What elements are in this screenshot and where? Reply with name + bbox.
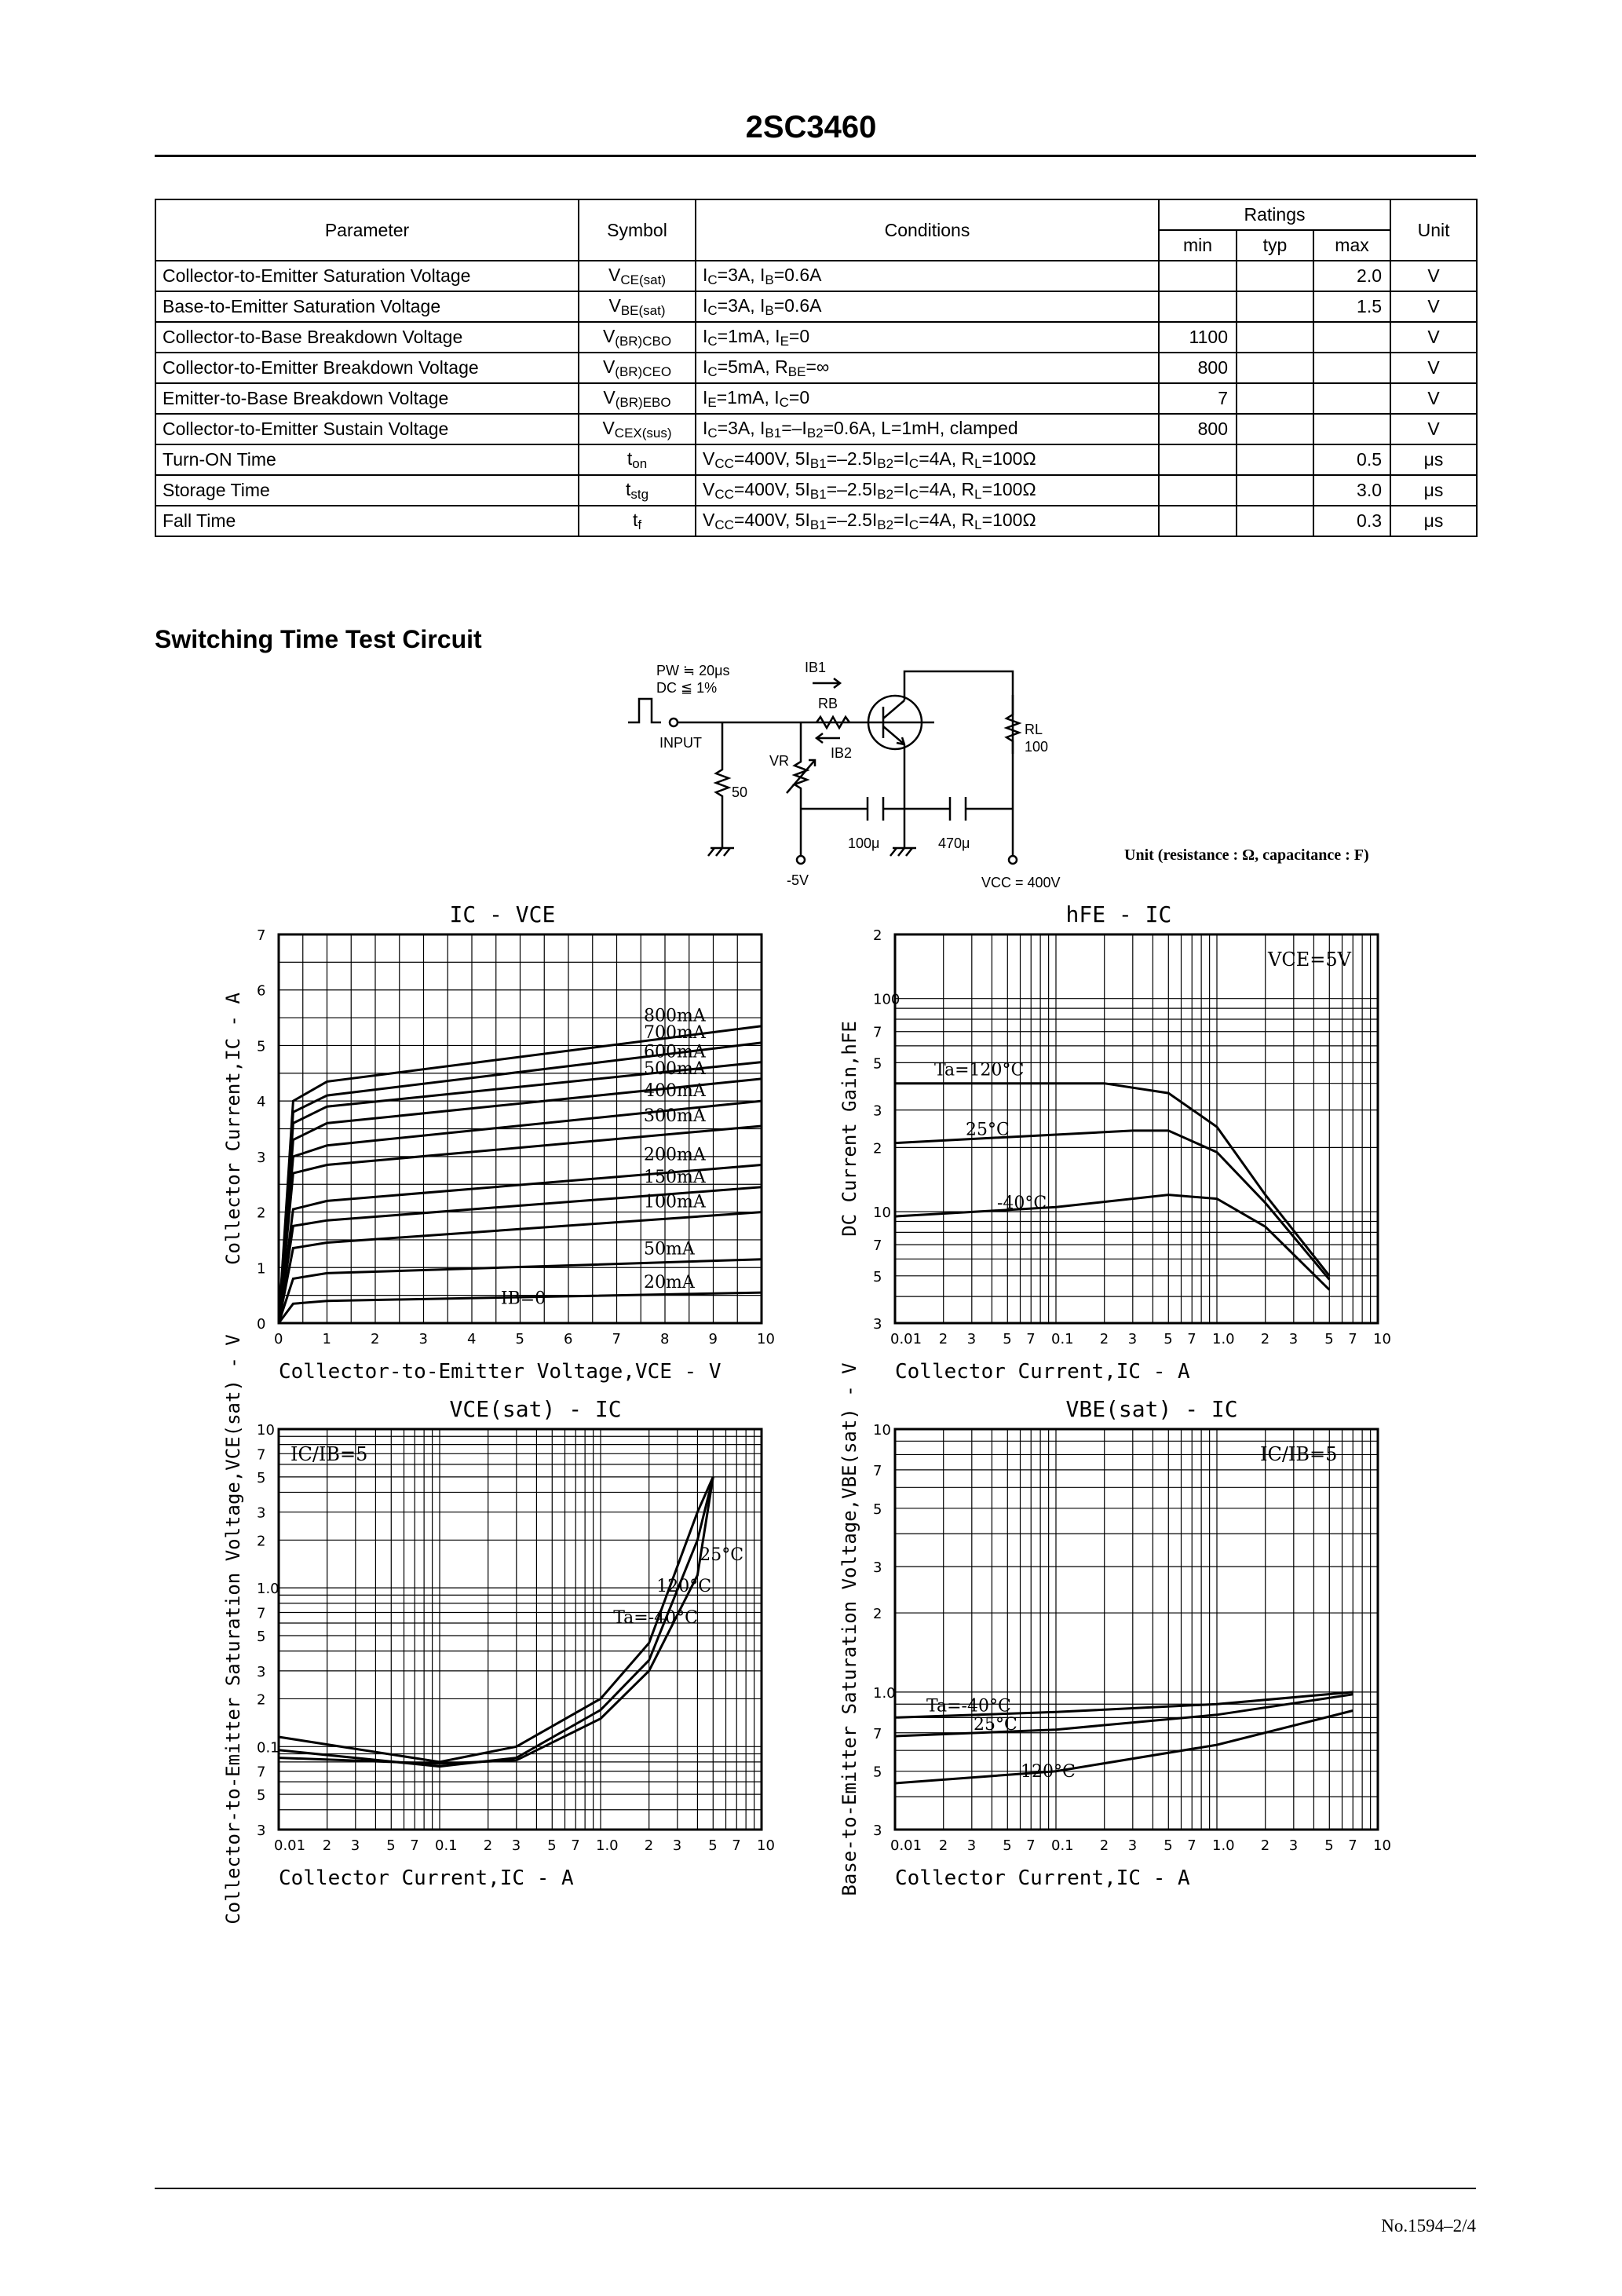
x-tick-label: 7 <box>1348 1331 1357 1347</box>
condition-subscript: CC <box>714 486 734 502</box>
x-tick-label: 7 <box>1026 1837 1036 1854</box>
condition-text: =1mA, I <box>717 325 780 346</box>
condition-text: =400V, 5I <box>733 448 810 469</box>
condition-subscript: B2 <box>877 486 894 502</box>
y-tick-label: 3 <box>873 1823 882 1839</box>
plot-frame <box>895 1429 1378 1830</box>
series-label: 300mA <box>644 1106 706 1126</box>
y-tick-label: 5 <box>873 1501 882 1518</box>
series-label: Ta=120°C <box>934 1060 1025 1080</box>
y-axis-label: Collector Current,IC - A <box>222 993 244 1265</box>
condition-subscript: C <box>707 302 718 318</box>
footer-rule <box>155 2188 1476 2189</box>
y-tick-label: 5 <box>257 1629 266 1646</box>
pw-label: PW ≒ 20μs <box>656 663 730 678</box>
x-tick-label: 0.01 <box>274 1837 306 1854</box>
y-tick-label: 5 <box>873 1055 882 1073</box>
condition-subscript: B1 <box>809 486 827 502</box>
series-label: 120°C <box>656 1576 712 1596</box>
symbol-subscript: CEX(sus) <box>614 425 672 441</box>
y-tick-label: 2 <box>257 1691 266 1709</box>
y-tick-label: 10 <box>873 1205 891 1222</box>
x-tick-label: 3 <box>1127 1331 1138 1347</box>
x-tick-label: 5 <box>1003 1837 1012 1854</box>
series-label: 25°C <box>974 1714 1017 1735</box>
condition-subscript: B2 <box>877 517 894 532</box>
cell-unit: μs <box>1390 506 1477 536</box>
condition-text: =–I <box>781 417 807 438</box>
x-tick-label: 3 <box>966 1331 977 1347</box>
x-tick-label: 7 <box>1187 1837 1196 1854</box>
x-tick-label: 3 <box>1288 1331 1299 1347</box>
condition-subscript: B2 <box>806 425 824 441</box>
y-tick-label: 0.1 <box>257 1739 279 1757</box>
x-tick-label: 2 <box>938 1331 948 1347</box>
symbol-subscript: (BR)CBO <box>615 333 672 349</box>
series-label: 700mA <box>644 1022 706 1043</box>
x-tick-label: 2 <box>322 1837 332 1854</box>
x-tick-label: 2 <box>644 1837 654 1854</box>
x-tick-label: 3 <box>511 1837 521 1854</box>
condition-subscript: E <box>780 333 789 349</box>
symbol-main: V <box>602 356 616 377</box>
condition-text: =0 <box>788 325 810 346</box>
cell-unit: V <box>1390 414 1477 444</box>
x-tick-label: 2 <box>1099 1331 1109 1347</box>
x-tick-label: 7 <box>410 1837 419 1854</box>
rl-label: RL <box>1025 722 1043 737</box>
condition-subscript: L <box>974 486 982 502</box>
vr-label: VR <box>769 753 790 769</box>
condition-text: =0 <box>788 386 810 408</box>
condition-text: =3A, I <box>717 417 765 438</box>
cell-unit: V <box>1390 322 1477 353</box>
cell-parameter: Collector-to-Emitter Sustain Voltage <box>155 414 579 444</box>
cell-max: 3.0 <box>1313 475 1390 506</box>
y-tick-label: 7 <box>257 1764 266 1781</box>
rb-label: RB <box>818 696 838 711</box>
x-tick-label: 2 <box>938 1837 948 1854</box>
condition-text: =I <box>893 509 909 530</box>
x-tick-label: 3 <box>1127 1837 1138 1854</box>
y-tick-label: 2 <box>873 927 882 944</box>
condition-text: =–2.5I <box>826 509 878 530</box>
x-tick-label: 3 <box>418 1331 428 1347</box>
series-label: 25°C <box>966 1120 1010 1140</box>
condition-text: V <box>703 478 715 499</box>
r50-label: 50 <box>732 784 748 800</box>
y-tick-label: 3 <box>257 1149 266 1166</box>
cell-max: 0.5 <box>1313 444 1390 475</box>
x-tick-label: 5 <box>1003 1331 1012 1347</box>
condition-text: V <box>703 448 715 469</box>
series-label: 800mA <box>644 1006 706 1026</box>
x-tick-label: 7 <box>1348 1837 1357 1854</box>
y-tick-label: 6 <box>257 982 266 1000</box>
cell-parameter: Collector-to-Emitter Breakdown Voltage <box>155 353 579 383</box>
condition-subscript: B <box>765 302 774 318</box>
x-tick-label: 10 <box>1373 1837 1391 1854</box>
symbol-main: V <box>602 417 615 438</box>
cell-max: 0.3 <box>1313 506 1390 536</box>
condition-text: I <box>703 325 708 346</box>
condition-subscript: C <box>707 333 718 349</box>
condition-subscript: C <box>707 425 718 441</box>
rl-value: 100 <box>1025 739 1049 755</box>
cell-parameter: Fall Time <box>155 506 579 536</box>
x-tick-label: 7 <box>1026 1331 1036 1347</box>
y-tick-label: 5 <box>873 1764 882 1781</box>
y-tick-label: 7 <box>257 1446 266 1464</box>
series-label: 25°C <box>700 1545 744 1565</box>
condition-text: =400V, 5I <box>733 478 810 499</box>
condition-text: =4A, R <box>919 448 975 469</box>
x-axis-label: Collector Current,IC - A <box>279 1866 574 1890</box>
y-tick-label: 3 <box>873 1102 882 1120</box>
dc-label: DC ≦ 1% <box>656 680 718 696</box>
condition-text: =3A, I <box>717 264 765 285</box>
condition-text: =I <box>893 448 909 469</box>
x-tick-label: 0 <box>274 1331 283 1347</box>
series-label: 400mA <box>644 1081 706 1102</box>
x-tick-label: 2 <box>371 1331 380 1347</box>
condition-subscript: C <box>707 364 718 379</box>
ib1-label: IB1 <box>805 660 827 675</box>
condition-text: I <box>703 386 708 408</box>
symbol-subscript: f <box>637 517 642 532</box>
x-tick-label: 9 <box>708 1331 718 1347</box>
y-tick-label: 7 <box>873 1462 882 1479</box>
cell-unit: μs <box>1390 444 1477 475</box>
condition-subscript: B1 <box>765 425 782 441</box>
y-axis-label: Base-to-Emitter Saturation Voltage,VBE(sat) - V <box>838 1362 860 1896</box>
x-tick-label: 5 <box>1324 1331 1334 1347</box>
symbol-main: t <box>632 509 638 530</box>
x-tick-label: 2 <box>1099 1837 1109 1854</box>
condition-subscript: L <box>974 517 982 532</box>
c2-label: 470μ <box>938 835 970 851</box>
y-tick-label: 3 <box>873 1559 882 1577</box>
x-tick-label: 0.01 <box>890 1837 922 1854</box>
cell-min: 800 <box>1159 414 1237 444</box>
condition-subscript: C <box>908 517 919 532</box>
symbol-subscript: BE(sat) <box>620 302 666 318</box>
x-tick-label: 5 <box>547 1837 557 1854</box>
header-max: max <box>1313 230 1390 261</box>
x-tick-label: 2 <box>1260 1331 1270 1347</box>
condition-text: =0.6A <box>773 264 822 285</box>
x-tick-label: 3 <box>966 1837 977 1854</box>
x-tick-label: 7 <box>732 1837 741 1854</box>
cell-min: 1100 <box>1159 322 1237 353</box>
y-tick-label: 1 <box>257 1260 266 1278</box>
footer-code: No.1594–2/4 <box>1381 2216 1476 2236</box>
cell-parameter: Collector-to-Emitter Saturation Voltage <box>155 261 579 291</box>
series-label: -40°C <box>997 1194 1047 1214</box>
header-symbol: Symbol <box>579 199 696 261</box>
x-tick-label: 7 <box>571 1837 580 1854</box>
x-axis-label: Collector-to-Emitter Voltage,VCE - V <box>279 1360 721 1384</box>
cell-parameter: Collector-to-Base Breakdown Voltage <box>155 322 579 353</box>
x-tick-label: 5 <box>1324 1837 1334 1854</box>
input-label: INPUT <box>659 735 702 751</box>
symbol-main: V <box>608 294 621 316</box>
header-parameter: Parameter <box>155 199 579 261</box>
series-label: 600mA <box>644 1042 706 1062</box>
chart-title: VCE(sat) - IC <box>449 1396 622 1422</box>
x-tick-label: 7 <box>1187 1331 1196 1347</box>
x-tick-label: 7 <box>612 1331 621 1347</box>
ib2-label: IB2 <box>831 745 853 761</box>
condition-subscript: E <box>707 394 717 410</box>
x-axis-label: Collector Current,IC - A <box>895 1360 1190 1384</box>
condition-text: =100Ω <box>981 448 1036 469</box>
x-tick-label: 0.1 <box>435 1837 458 1854</box>
cell-unit: V <box>1390 261 1477 291</box>
x-tick-label: 10 <box>757 1331 775 1347</box>
condition-subscript: B <box>765 272 774 287</box>
condition-subscript: C <box>908 455 919 471</box>
chart-title: VBE(sat) - IC <box>1065 1396 1238 1422</box>
cell-unit: V <box>1390 383 1477 414</box>
chart-condition: VCE=5V <box>1268 949 1351 971</box>
y-tick-label: 10 <box>873 1422 891 1439</box>
condition-text: I <box>703 356 708 377</box>
y-tick-label: 5 <box>873 1268 882 1285</box>
series-label: 150mA <box>644 1167 706 1187</box>
c1-label: 100μ <box>848 835 880 851</box>
x-tick-label: 5 <box>1164 1837 1173 1854</box>
y-tick-label: 1.0 <box>873 1684 896 1702</box>
condition-text: =1mA, I <box>716 386 780 408</box>
series-label: 100mA <box>644 1192 706 1212</box>
condition-text: I <box>703 417 708 438</box>
y-tick-label: 7 <box>873 1024 882 1041</box>
condition-text: =3A, I <box>717 294 765 316</box>
cell-min: 800 <box>1159 353 1237 383</box>
condition-text: =–2.5I <box>826 478 878 499</box>
symbol-main: t <box>625 478 631 499</box>
condition-subscript: L <box>974 455 982 471</box>
condition-text: =4A, R <box>919 509 975 530</box>
x-tick-label: 10 <box>1373 1331 1391 1347</box>
x-tick-label: 0.01 <box>890 1331 922 1347</box>
condition-text: I <box>703 264 708 285</box>
condition-subscript: B2 <box>877 455 894 471</box>
header-unit: Unit <box>1390 199 1477 261</box>
cell-parameter: Turn-ON Time <box>155 444 579 475</box>
chart-title: IC - VCE <box>449 901 556 927</box>
x-axis-label: Collector Current,IC - A <box>895 1866 1190 1890</box>
y-tick-label: 5 <box>257 1038 266 1055</box>
cell-parameter: Storage Time <box>155 475 579 506</box>
condition-subscript: C <box>707 272 718 287</box>
cell-unit: V <box>1390 291 1477 322</box>
header-conditions: Conditions <box>696 199 1159 261</box>
symbol-subscript: stg <box>630 486 649 502</box>
x-tick-label: 6 <box>564 1331 573 1347</box>
cell-parameter: Base-to-Emitter Saturation Voltage <box>155 291 579 322</box>
condition-text: =5mA, R <box>717 356 788 377</box>
x-tick-label: 3 <box>672 1837 682 1854</box>
condition-text: =0.6A, L=1mH, clamped <box>823 417 1018 438</box>
series-label: 200mA <box>644 1145 706 1165</box>
vcc-label: VCC = 400V <box>981 875 1061 890</box>
series-line <box>895 1711 1353 1784</box>
y-tick-label: 5 <box>257 1787 266 1804</box>
condition-text: =I <box>893 478 909 499</box>
chart-condition: IC/IB=5 <box>1260 1443 1338 1465</box>
symbol-main: V <box>608 264 621 285</box>
x-tick-label: 1.0 <box>1212 1837 1235 1854</box>
y-axis-label: DC Current Gain,hFE <box>838 1021 860 1237</box>
y-tick-label: 7 <box>873 1238 882 1255</box>
y-tick-label: 1.0 <box>257 1581 279 1598</box>
y-tick-label: 7 <box>873 1725 882 1742</box>
condition-text: =100Ω <box>981 509 1036 530</box>
condition-text: =0.6A <box>773 294 822 316</box>
condition-text: =–2.5I <box>826 448 878 469</box>
y-tick-label: 0 <box>257 1316 266 1333</box>
header-min: min <box>1159 230 1237 261</box>
condition-text: =∞ <box>806 356 830 377</box>
y-tick-label: 5 <box>257 1469 266 1486</box>
chart-title: hFE - IC <box>1065 901 1172 927</box>
x-tick-label: 2 <box>1260 1837 1270 1854</box>
symbol-main: t <box>627 448 633 469</box>
y-tick-label: 2 <box>257 1533 266 1550</box>
symbol-subscript: (BR)EBO <box>615 394 671 410</box>
cell-max: 1.5 <box>1313 291 1390 322</box>
x-tick-label: 3 <box>350 1837 360 1854</box>
x-tick-label: 0.1 <box>1051 1331 1074 1347</box>
condition-subscript: CC <box>714 455 734 471</box>
page-title: 2SC3460 <box>745 110 877 144</box>
x-tick-label: 8 <box>660 1331 670 1347</box>
y-tick-label: 3 <box>257 1663 266 1680</box>
y-tick-label: 2 <box>873 1140 882 1157</box>
condition-subscript: B1 <box>809 455 827 471</box>
series-label: 500mA <box>644 1058 706 1079</box>
condition-subscript: C <box>779 394 789 410</box>
condition-subscript: C <box>908 486 919 502</box>
y-axis-label: Collector-to-Emitter Saturation Voltage,VCE(sat) - V <box>222 1334 244 1925</box>
symbol-subscript: CE(sat) <box>620 272 666 287</box>
y-tick-label: 3 <box>257 1504 266 1522</box>
symbol-main: V <box>602 325 616 346</box>
cell-min: 7 <box>1159 383 1237 414</box>
cell-max: 2.0 <box>1313 261 1390 291</box>
chart-condition: IC/IB=5 <box>290 1443 368 1465</box>
x-tick-label: 0.1 <box>1051 1837 1074 1854</box>
x-tick-label: 3 <box>1288 1837 1299 1854</box>
condition-text: V <box>703 509 715 530</box>
x-tick-label: 5 <box>386 1837 396 1854</box>
cell-parameter: Emitter-to-Base Breakdown Voltage <box>155 383 579 414</box>
header-typ: typ <box>1237 230 1313 261</box>
x-tick-label: 1 <box>322 1331 331 1347</box>
condition-subscript: B1 <box>809 517 827 532</box>
condition-subscript: CC <box>714 517 734 532</box>
series-label: 20mA <box>644 1273 695 1293</box>
x-tick-label: 4 <box>467 1331 477 1347</box>
x-tick-label: 10 <box>757 1837 775 1854</box>
header-ratings: Ratings <box>1159 199 1390 230</box>
y-tick-label: 4 <box>257 1094 266 1111</box>
y-tick-label: 7 <box>257 1605 266 1622</box>
neg5-label: -5V <box>787 872 809 888</box>
gridlines <box>895 1429 1378 1830</box>
symbol-main: V <box>603 386 616 408</box>
condition-text: =400V, 5I <box>733 509 810 530</box>
x-tick-label: 5 <box>1164 1331 1173 1347</box>
chart-annotation: IB=0 <box>500 1289 546 1309</box>
y-tick-label: 10 <box>257 1422 275 1439</box>
x-tick-label: 5 <box>515 1331 524 1347</box>
x-tick-label: 1.0 <box>596 1837 619 1854</box>
series-label: 50mA <box>644 1239 695 1260</box>
symbol-subscript: on <box>632 455 648 471</box>
series-label: Ta=-40°C <box>926 1696 1011 1717</box>
y-tick-label: 3 <box>257 1823 266 1839</box>
cell-unit: μs <box>1390 475 1477 506</box>
y-tick-label: 2 <box>873 1606 882 1623</box>
condition-text: I <box>703 294 708 316</box>
y-tick-label: 3 <box>873 1316 882 1333</box>
y-tick-label: 2 <box>257 1205 266 1222</box>
x-tick-label: 2 <box>483 1837 493 1854</box>
cell-unit: V <box>1390 353 1477 383</box>
series-label: Ta=-40°C <box>613 1607 699 1628</box>
y-tick-label: 100 <box>873 991 901 1008</box>
condition-text: =4A, R <box>919 478 975 499</box>
symbol-subscript: (BR)CEO <box>615 364 672 379</box>
x-tick-label: 5 <box>708 1837 718 1854</box>
series-label: 120°C <box>1021 1762 1076 1782</box>
x-tick-label: 1.0 <box>1212 1331 1235 1347</box>
y-tick-label: 7 <box>257 927 266 944</box>
condition-subscript: BE <box>787 364 806 379</box>
unit-note: Unit (resistance : Ω, capacitance : F) <box>1124 846 1369 864</box>
condition-text: =100Ω <box>981 478 1036 499</box>
circuit-heading: Switching Time Test Circuit <box>155 625 482 653</box>
